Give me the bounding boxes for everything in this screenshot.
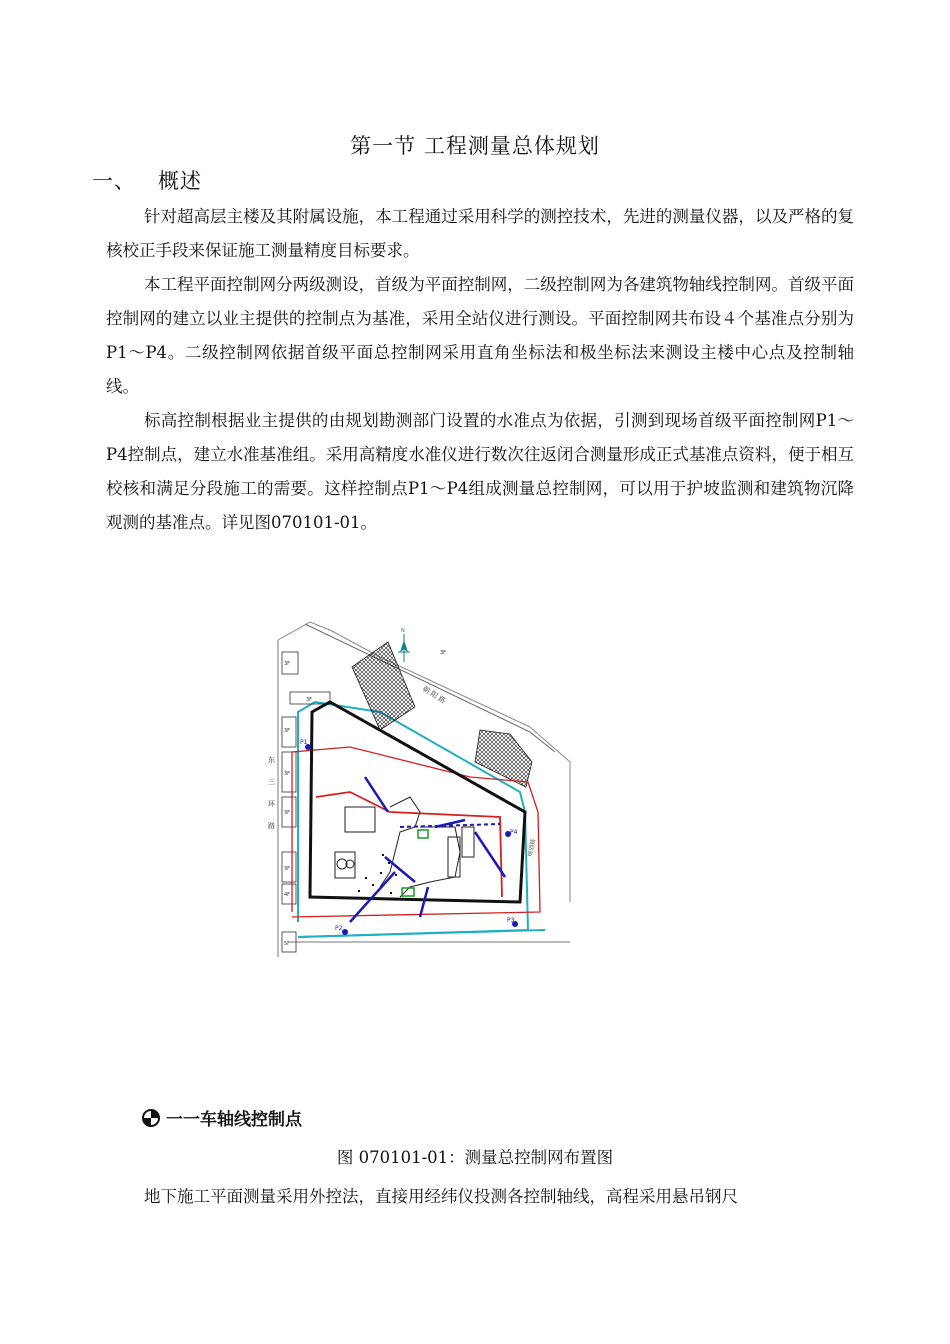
road-label-char: 东 xyxy=(268,756,275,764)
point-label-p2: P2 xyxy=(335,925,343,932)
building-label: 3F xyxy=(284,728,291,734)
control-points xyxy=(300,739,518,935)
legend-text: 一一车轴线控制点 xyxy=(166,1110,302,1130)
paragraph-2: 本工程平面控制网分两级测设，首级为平面控制网，二级控制网为各建筑物轴线控制网。首级平面控制网的建立以业主提供的控制点为基准，采用全站仪进行测设。平面控制网共布设４个基准点分别为P1～P4。二级控制网依据首级平面总控制网采用直角坐标法和极坐标法来测设主楼中心点及控制轴线。 xyxy=(106,275,854,396)
svg-text:N: N xyxy=(401,628,405,634)
road-label-char: 三 xyxy=(268,778,275,786)
building-label: 3F xyxy=(284,771,291,777)
point-label-p1: P1 xyxy=(300,739,308,746)
point-label-p4: P4 xyxy=(510,829,518,836)
heading-text: 概述 xyxy=(158,169,202,193)
hatched-building-1 xyxy=(352,642,415,730)
building-label: 4F xyxy=(284,892,291,898)
road-label-top: 朝 阳 路 xyxy=(420,684,447,706)
building-label: 3F xyxy=(306,697,313,703)
heading-number: 一、 xyxy=(92,169,136,193)
building-label: 3F xyxy=(284,866,291,872)
section-title: 第一节 工程测量总体规划 xyxy=(350,134,600,158)
building-label: 5F xyxy=(284,941,291,947)
paragraph-1: 针对超高层主楼及其附属设施，本工程通过采用科学的测控技术，先进的测量仪器，以及严格的复核校正手段来保证施工测量精度目标要求。 xyxy=(106,207,854,260)
north-arrow-icon xyxy=(398,628,410,662)
survey-dots xyxy=(358,854,397,894)
building-label: 3F xyxy=(440,650,447,656)
road-label-right: 规划路 xyxy=(527,838,538,858)
figure-legend xyxy=(142,1105,302,1130)
road-label-char: 路 xyxy=(268,822,275,830)
building-label: 3F xyxy=(284,810,291,816)
building-label: 3F xyxy=(284,661,291,667)
heading-overview xyxy=(92,165,202,195)
paragraph-3: 标高控制根据业主提供的由规划勘测部门设置的水准点为依据，引测到现场首级平面控制网P1～P4控制点，建立水准基准组。采用高精度水准仪进行数次往返闭合测量形成正式基准点资料，便于相互校核和满足分段施工的需要。这样控制点P1～P4组成测量总控制网，可以用于护坡监测和建筑物沉降观测的基准点。详见图070101-01。 xyxy=(106,411,854,532)
road-label-left xyxy=(268,755,276,830)
road-label-char: 环 xyxy=(268,800,275,808)
site-plan-figure xyxy=(270,612,580,962)
point-label-p3: P3 xyxy=(507,917,515,924)
figure-caption: 图 070101-01：测量总控制网布置图 xyxy=(336,1148,614,1167)
control-point-symbol-icon xyxy=(142,1109,160,1127)
paragraph-4: 地下施工平面测量采用外控法，直接用经纬仪投测各控制轴线，高程采用悬吊钢尺 xyxy=(144,1187,738,1206)
